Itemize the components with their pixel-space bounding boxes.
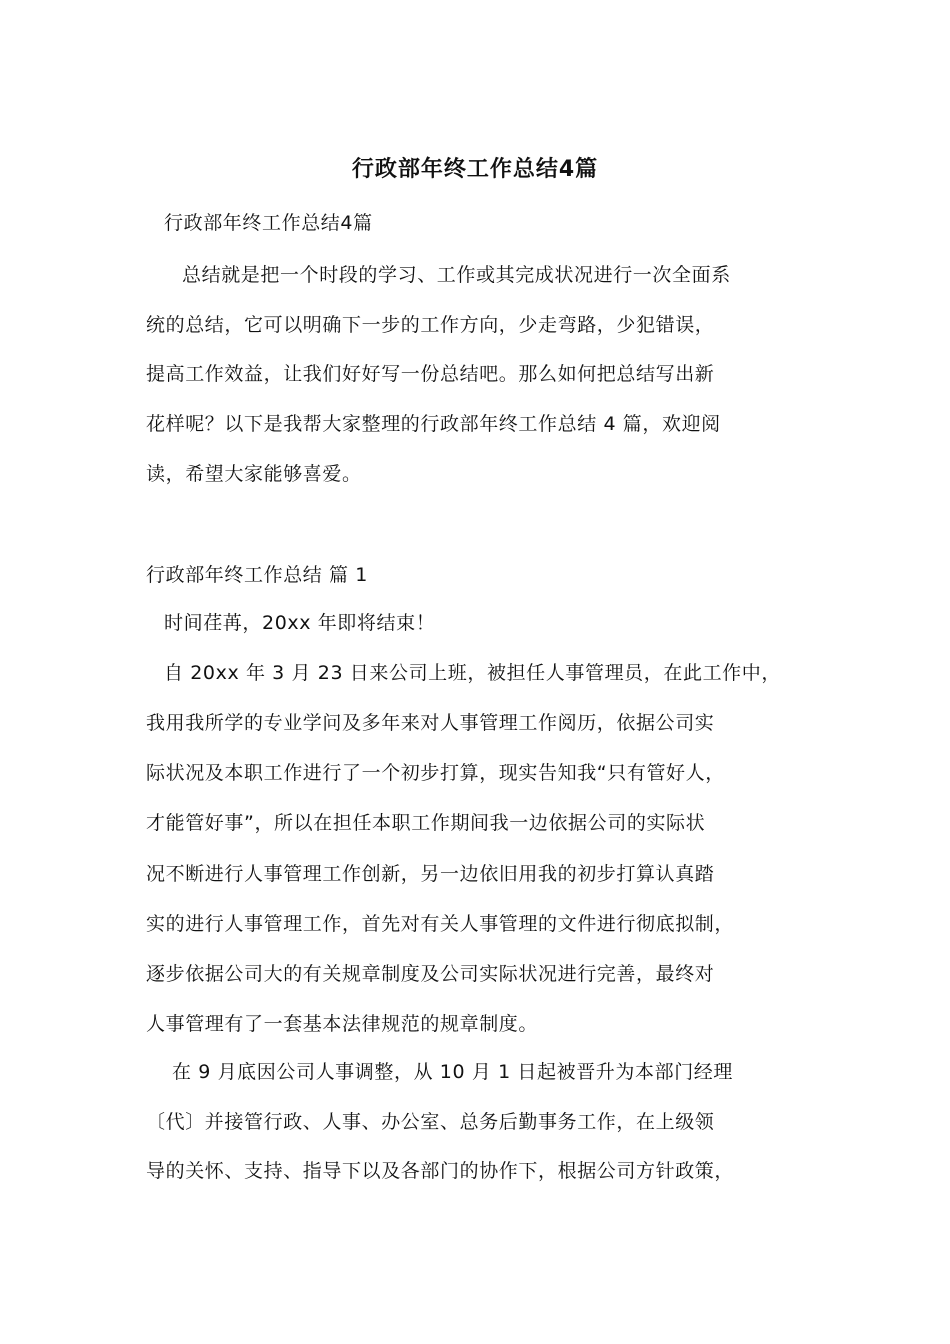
para-1-line-3: 际状况及本职工作进行了一个初步打算，现实告知我“只有管好人， (146, 762, 725, 784)
para-1-line-5: 况不断进行人事管理工作创新，另一边依旧用我的初步打算认真踏 (146, 863, 715, 885)
para-2-line-2: 〔代〕并接管行政、人事、办公室、总务后勤事务工作，在上级领 (146, 1111, 715, 1133)
intro-line-5: 读，希望大家能够喜爱。 (146, 463, 362, 485)
intro-line-3: 提高工作效益，让我们好好写一份总结吧。那么如何把总结写出新 (146, 363, 715, 385)
intro-line-1: 总结就是把一个时段的学习、工作或其完成状况进行一次全面系 (182, 264, 731, 286)
para-1-line-2: 我用我所学的专业学问及多年来对人事管理工作阅历，依据公司实 (146, 712, 715, 734)
para-1-line-7: 逐步依据公司大的有关规章制度及公司实际状况进行完善，最终对 (146, 963, 715, 985)
para-1-line-8: 人事管理有了一套基本法律规范的规章制度。 (146, 1013, 539, 1035)
intro-line-4: 花样呢？以下是我帮大家整理的行政部年终工作总结 4 篇，欢迎阅 (146, 413, 721, 435)
para-1-line-1: 自 20xx 年 3 月 23 日来公司上班，被担任人事管理员，在此工作中， (164, 662, 781, 684)
document-title: 行政部年终工作总结4篇 (351, 157, 599, 182)
para-1-line-6: 实的进行人事管理工作，首先对有关人事管理的文件进行彻底拟制， (146, 913, 735, 935)
para-1-line-4: 才能管好事”，所以在担任本职工作期间我一边依据公司的实际状 (146, 812, 706, 834)
intro-line-2: 统的总结，它可以明确下一步的工作方向，少走弯路，少犯错误， (146, 314, 715, 336)
para-2-line-1: 在 9 月底因公司人事调整，从 10 月 1 日起被晋升为本部门经理 (172, 1061, 733, 1083)
document-subtitle: 行政部年终工作总结4篇 (164, 212, 373, 234)
para-2-line-3: 导的关怀、支持、指导下以及各部门的协作下，根据公司方针政策， (146, 1160, 735, 1182)
section-1-line-1: 时间荏苒，20xx 年即将结束！ (164, 612, 436, 634)
section-1-heading: 行政部年终工作总结 篇 1 (146, 564, 368, 586)
